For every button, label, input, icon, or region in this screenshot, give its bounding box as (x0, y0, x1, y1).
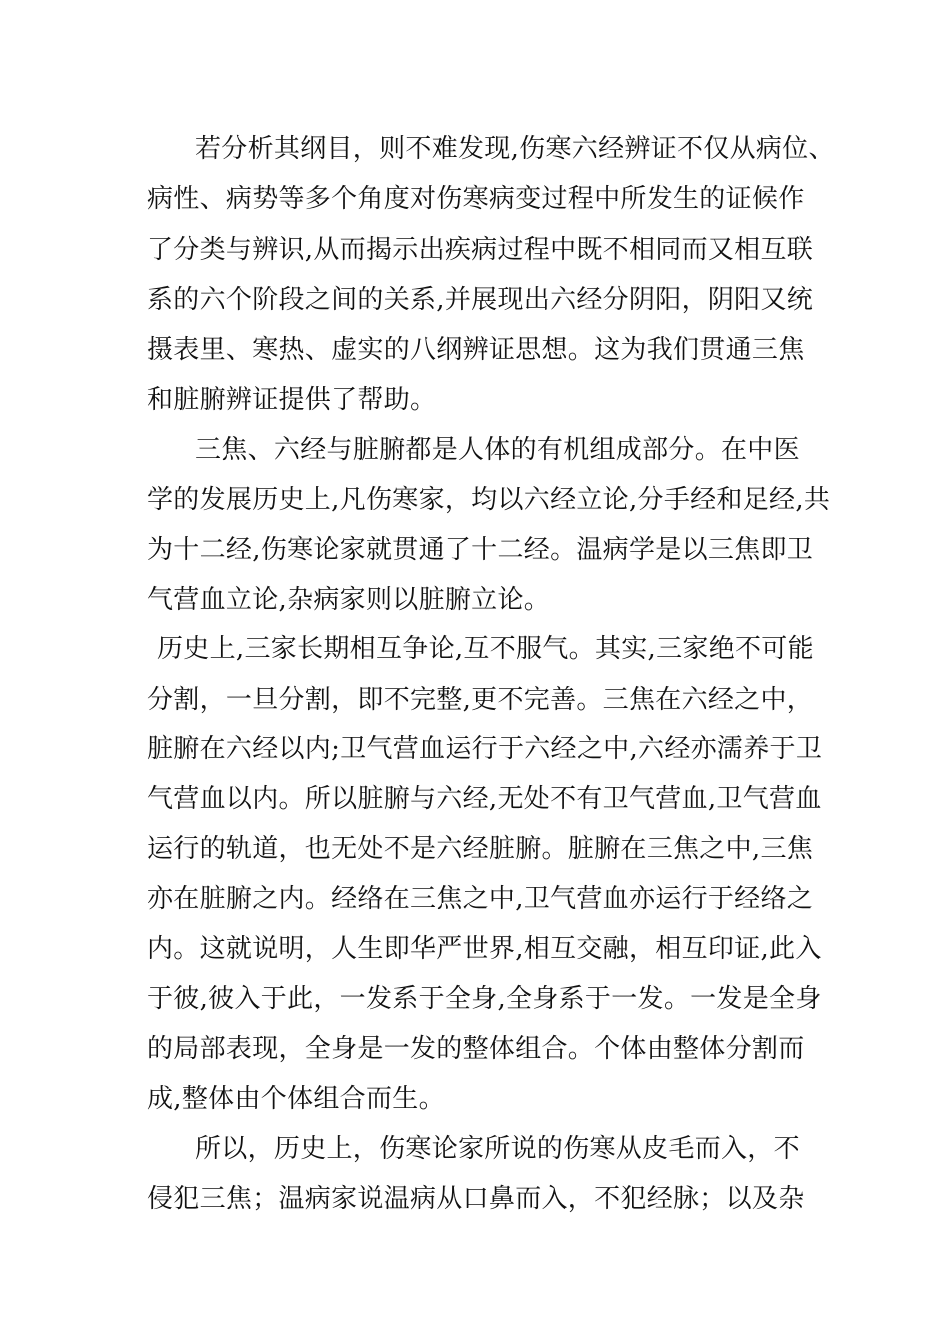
text-line: 内。这就说明，人生即华严世界,相互交融，相互印证,此入 (147, 934, 822, 964)
text-line: 亦在脏腑之内。经络在三焦之中,卫气营血亦运行于经络之 (147, 884, 814, 914)
text-line: 分割，一旦分割，即不完整,更不完善。三焦在六经之中， (147, 685, 814, 715)
text-line: 三焦、六经与脏腑都是人体的有机组成部分。在中医 (195, 435, 800, 465)
text-line: 病性、病势等多个角度对伤寒病变过程中所发生的证候作 (147, 184, 805, 214)
text-line: 气营血以内。所以脏腑与六经,无处不有卫气营血,卫气营血 (147, 784, 822, 814)
text-line: 系的六个阶段之间的关系,并展现出六经分阴阳，阴阳又统 (147, 285, 814, 315)
text-line: 脏腑在六经以内;卫气营血运行于六经之中,六经亦濡养于卫 (147, 734, 823, 764)
text-line: 运行的轨道，也无处不是六经脏腑。脏腑在三焦之中,三焦 (147, 834, 814, 864)
text-line: 了分类与辨识,从而揭示出疾病过程中既不相同而又相互联 (147, 235, 814, 265)
text-line: 为十二经,伤寒论家就贯通了十二经。温病学是以三焦即卫 (147, 535, 814, 565)
text-line: 学的发展历史上,凡伤寒家，均以六经立论,分手经和足经,共 (147, 485, 831, 515)
text-line: 历史上,三家长期相互争论,互不服气。其实,三家绝不可能 (157, 634, 814, 664)
text-line: 的局部表现，全身是一发的整体组合。个体由整体分割而 (147, 1034, 805, 1064)
text-line: 于彼,彼入于此，一发系于全身,全身系于一发。一发是全身 (147, 984, 822, 1014)
text-line: 侵犯三焦；温病家说温病从口鼻而入，不犯经脉；以及杂 (147, 1184, 805, 1214)
text-line: 和脏腑辨证提供了帮助。 (147, 385, 437, 415)
text-line: 摄表里、寒热、虚实的八纲辨证思想。这为我们贯通三焦 (147, 335, 805, 365)
text-line: 气营血立论,杂病家则以脏腑立论。 (147, 585, 551, 615)
text-line: 成,整体由个体组合而生。 (147, 1084, 445, 1114)
text-line: 所以，历史上，伤寒论家所说的伤寒从皮毛而入，不 (195, 1134, 800, 1164)
text-line: 若分析其纲目，则不难发现,伤寒六经辨证不仅从病位、 (195, 134, 835, 164)
